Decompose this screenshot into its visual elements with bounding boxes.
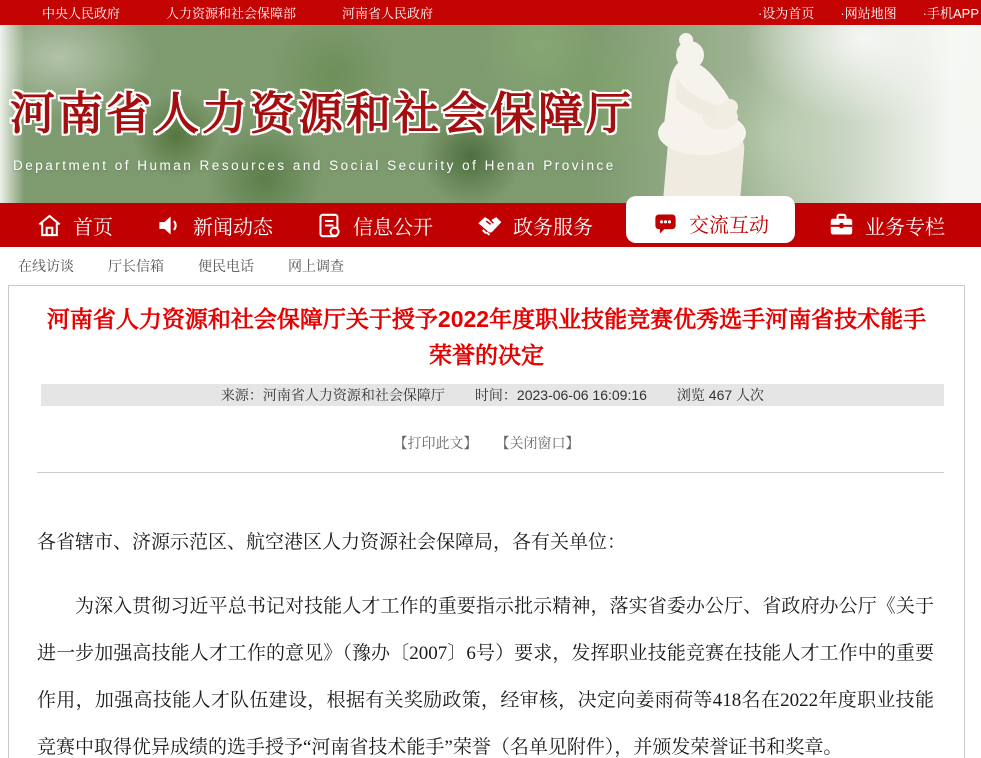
nav-business[interactable] [818,203,955,247]
site-banner [0,25,981,203]
link-central-government[interactable]: 中央人民政府 [42,6,121,21]
nav-home[interactable] [26,203,123,247]
article-views: 浏览 467 人次 [676,387,765,403]
close-window-button[interactable]: 【关闭窗口】 [495,435,580,451]
link-mobile-app[interactable]: ·手机APP [922,6,979,21]
nav-label: 新闻动态 [193,216,273,239]
home-icon [36,212,63,239]
link-henan-government[interactable]: 河南省人民政府 [342,6,434,21]
subnav-online-interview[interactable]: 在线访谈 [18,258,74,274]
main-navigation [0,203,981,247]
nav-news[interactable] [146,203,283,247]
subnav-public-phone[interactable]: 便民电话 [198,258,254,274]
top-utility-bar [0,0,981,25]
article-time: 时间：2023-06-06 16:09:16 [474,387,647,403]
site-title-english: Department of Human Resources and Social Security of Henan Province [13,158,616,173]
article-paragraph: 为深入贯彻习近平总书记对技能人才工作的重要指示批示精神，落实省委办公厅、省政府办公厅《关于进一步加强高技能人才工作的意见》（豫办〔2007〕6号）要求，发挥职业技能竞赛在技能人才工作中的重要作用，加强高技能人才队伍建设，根据有关奖励政策，经审核，决定向姜雨荷等418名在2022年度职业技能竞赛中取得优异成绩的选手授予“河南省技术能手”荣誉（名单见附件），并颁发荣誉证书和奖章。 [37,596,934,758]
nav-services[interactable] [466,203,603,247]
document-icon [316,212,343,239]
article-title: 河南省人力资源和社会保障厅关于授予2022年度职业技能竞赛优秀选手河南省技术能手荣誉的决定 [46,306,927,368]
site-title: 河南省人力资源和社会保障厅 [10,88,635,139]
government-links [42,3,433,22]
article-meta-bar [41,384,944,406]
subnav-director-mailbox[interactable]: 厅长信箱 [108,258,164,274]
article-source: 来源：河南省人力资源和社会保障厅 [220,387,445,403]
nav-label: 政务服务 [513,216,593,239]
briefcase-icon [828,212,855,239]
article-container [8,285,965,758]
nav-label: 首页 [73,216,113,239]
nav-information[interactable] [306,203,443,247]
link-mohrss[interactable]: 人力资源和社会保障部 [166,6,297,21]
print-button[interactable]: 【打印此文】 [393,435,478,451]
subnav-online-survey[interactable]: 网上调查 [288,258,344,274]
nav-interaction[interactable] [626,196,795,243]
article-actions [9,433,964,453]
link-set-homepage[interactable]: ·设为首页 [757,6,815,21]
nav-label: 交流互动 [689,214,769,237]
link-sitemap[interactable]: ·网站地图 [840,6,897,21]
article-salutation: 各省辖市、济源示范区、航空港区人力资源社会保障局，各有关单位： [37,532,627,553]
handshake-icon [476,212,503,239]
statue-image [628,33,778,203]
nav-label: 业务专栏 [865,216,945,239]
chat-icon [652,210,679,237]
nav-label: 信息公开 [353,216,433,239]
article-body [9,473,964,758]
utility-links [758,3,979,22]
speaker-icon [156,212,183,239]
sub-navigation [0,247,981,285]
